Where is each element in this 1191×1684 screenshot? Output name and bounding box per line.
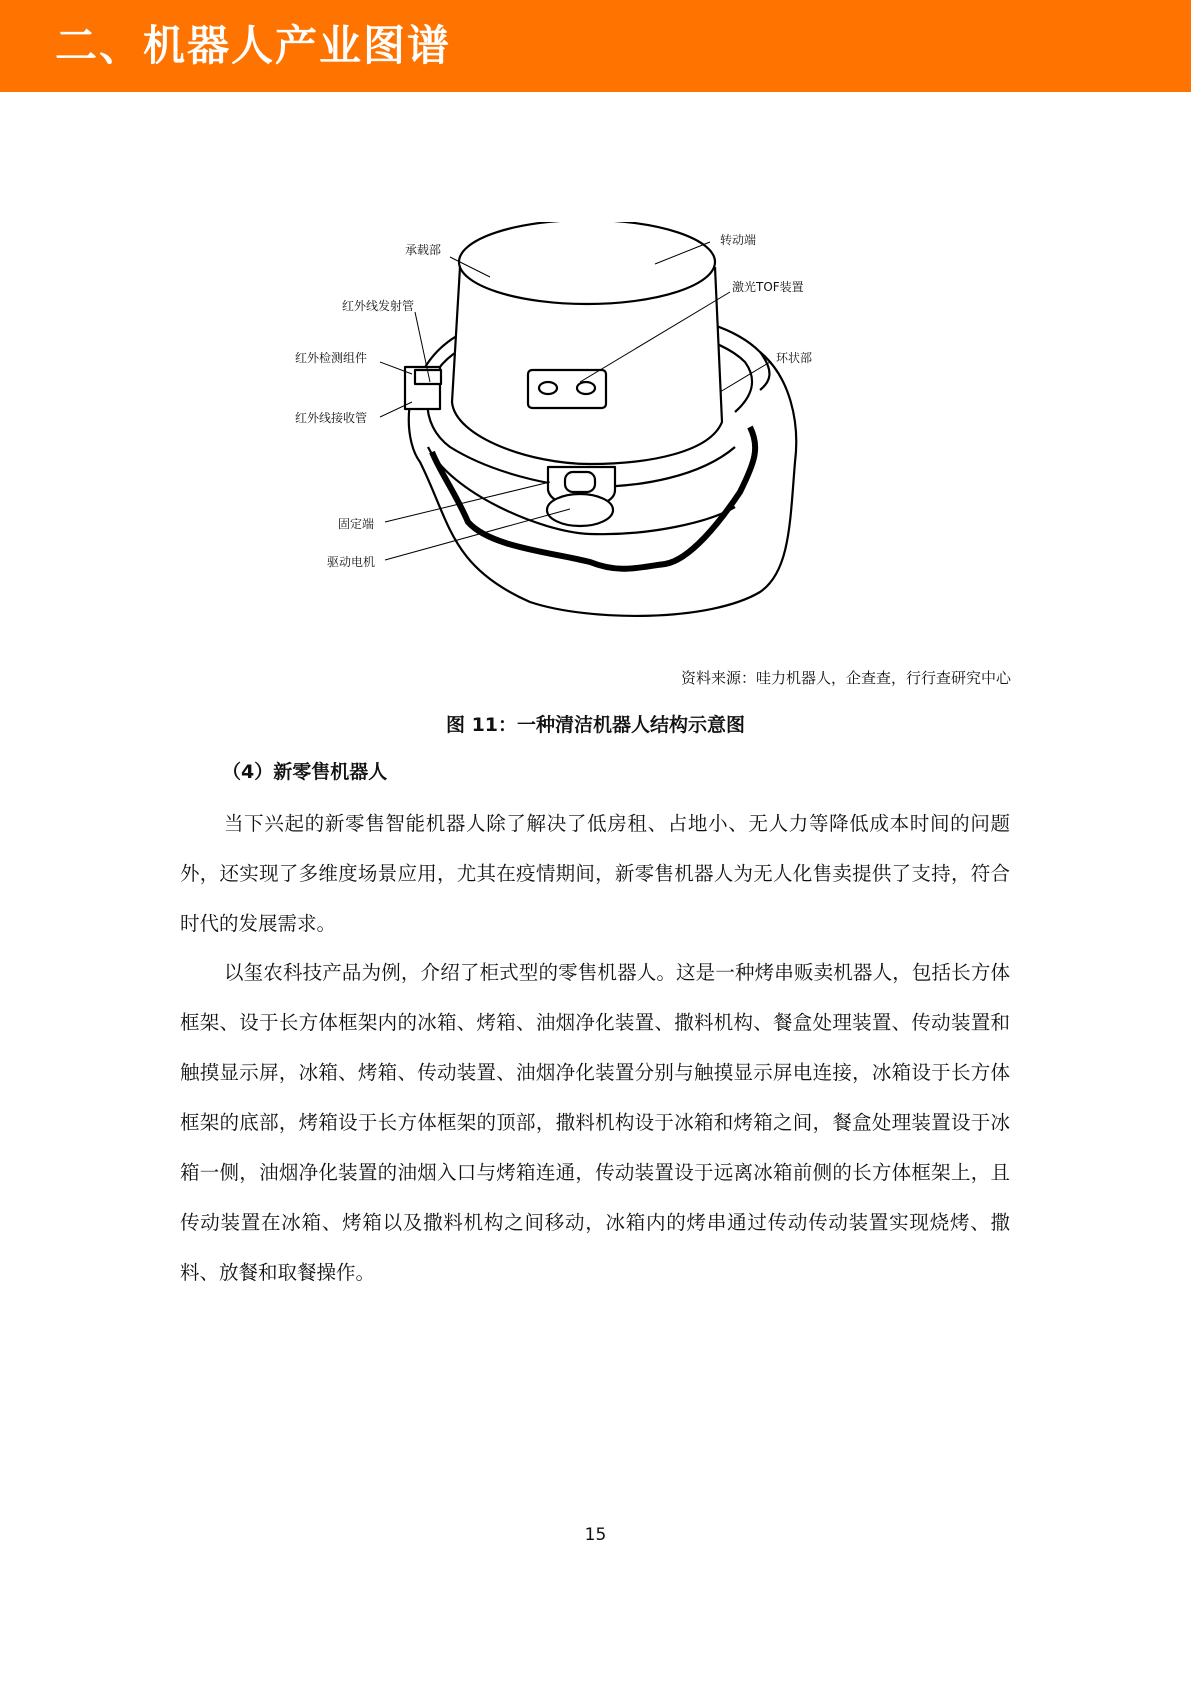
label-fixed-end: 固定端 — [338, 517, 375, 531]
figure-source: 资料来源：哇力机器人，企查查，行行查研究中心 — [680, 669, 1011, 687]
label-ir-detection: 红外检测组件 — [295, 351, 368, 365]
robot-structure-figure — [290, 222, 880, 640]
label-laser-tof: 激光TOF装置 — [732, 280, 804, 294]
label-ir-receiver: 红外线接收管 — [295, 411, 368, 425]
paragraph: 当下兴起的新零售智能机器人除了解决了低房租、占地小、无人力等降低成本时间的问题外，还实现了多维度场景应用，尤其在疫情期间，新零售机器人为无人化售卖提供了支持，符合时代的发展需求。 — [180, 812, 1010, 935]
section-heading: （4）新零售机器人 — [222, 761, 388, 783]
label-ring: 环状部 — [776, 351, 813, 365]
paragraph: 以玺农科技产品为例，介绍了柜式型的零售机器人。这是一种烤串贩卖机器人，包括长方体框架、设于长方体框架内的冰箱、烤箱、油烟净化装置、撒料机构、餐盒处理装置、传动装置和触摸显示屏，冰箱、烤箱、传动装置、油烟净化装置分别与触摸显示屏电连接，冰箱设于长方体框架的底部，烤箱设于长方体框架的顶部，撒料机构设于冰箱和烤箱之间，餐盒处理装置设于冰箱一侧，油烟净化装置的油烟入口与烤箱连通，传动装置设于远离冰箱前侧的长方体框架上，且传动装置在冰箱、烤箱以及撒料机构之间移动，冰箱内的烤串通过传动传动装置实现烧烤、撒料、放餐和取餐操作。 — [180, 961, 1010, 1284]
figure-caption: 图 11：一种清洁机器人结构示意图 — [445, 714, 746, 736]
label-ir-emitter: 红外线发射管 — [342, 299, 415, 313]
cylinder-top — [459, 222, 715, 304]
page-header — [0, 0, 1191, 92]
label-rotating-end: 转动端 — [720, 233, 757, 247]
motor-cap — [565, 472, 595, 492]
label-drive-motor: 驱动电机 — [327, 555, 376, 569]
header-title: 二、机器人产业图谱 — [55, 21, 452, 70]
page-number: 15 — [584, 1525, 607, 1545]
tof-lens-right — [577, 382, 595, 394]
label-bearing: 承载部 — [405, 243, 442, 257]
robot-diagram — [290, 222, 880, 640]
tof-lens-left — [539, 382, 557, 394]
motor-body — [547, 494, 613, 526]
